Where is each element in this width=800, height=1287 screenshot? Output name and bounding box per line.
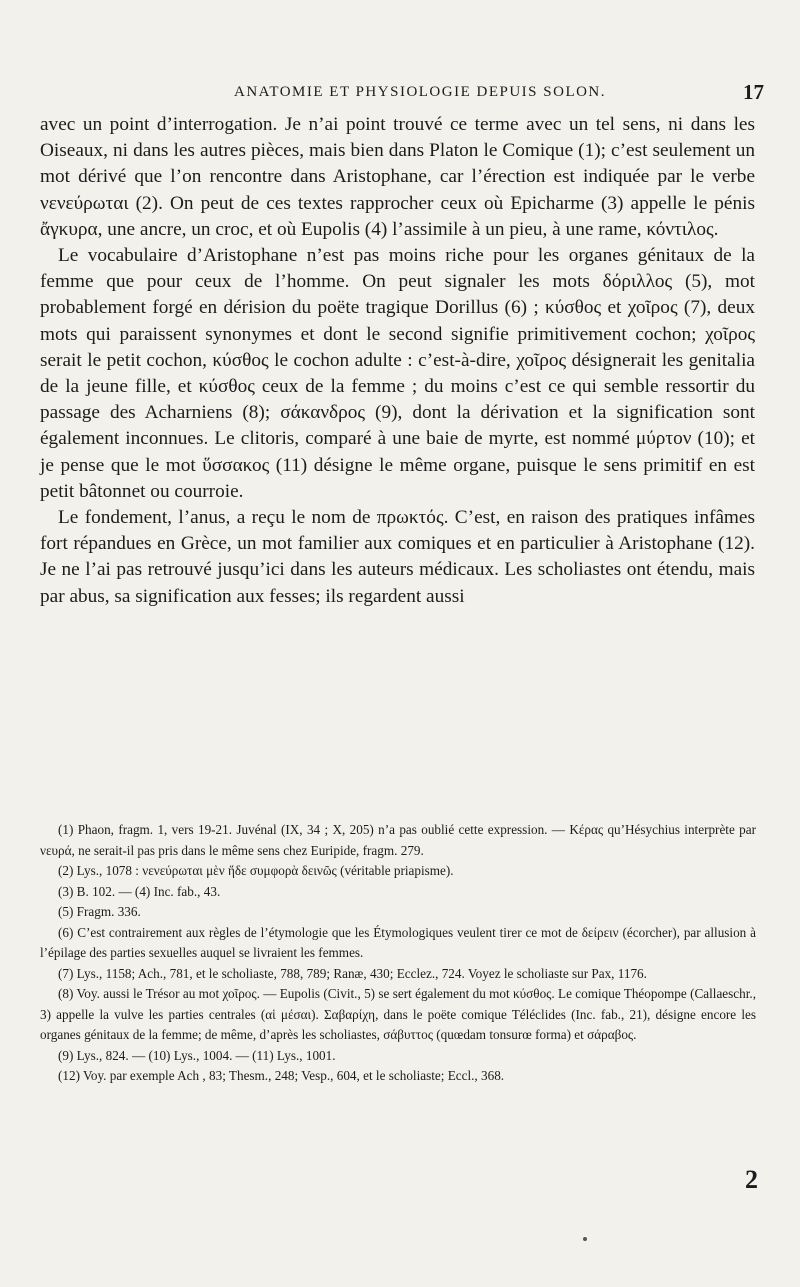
- main-text: [40, 112, 755, 610]
- footnote: (1) Phaon, fragm. 1, vers 19-21. Juvénal (IX, 34 ; X, 205) n’a pas oublié cette expression. — Κέρας qu’Hésychius interprète par νευρά, ne serait-il pas pris dans le même sens chez Euripide, fragm. 279.: [40, 822, 756, 858]
- running-title: ANATOMIE ET PHYSIOLOGIE DEPUIS SOLON.: [233, 84, 607, 100]
- footnote: (2) Lys., 1078 : νενεύρωται μὲν ἥδε συμφορὰ δεινῶς (véritable priapisme).: [58, 863, 454, 878]
- paragraph: Le vocabulaire d’Aristophane n’est pas moins riche pour les organes génitaux de la femme que pour ceux de l’homme. On peut signaler les mots δόριλλος (5), mot probablement forgé en dérision du poëte tragique Dorillus (6) ; κύσθος et χοῖρος (7), deux mots qui paraissent synonymes et dont le second signifie primitivement cochon; χοῖρος serait le petit cochon, κύσθος le cochon adulte : c’est-à-dire, χοῖρος désignerait les genitalia de la jeune fille, et κύσθος ceux de la femme ; du moins c’est ce qui semble ressortir du passage des Acharniens (8); σάκανδρος (9), dont la dérivation et la signification sont également inconnues. Le clitoris, comparé à une baie de myrte, est nommé μύρτον (10); et je pense que le mot ὕσσακος (11) désigne le même organe, puisque le sens primitif en est petit bâtonnet ou courroie.: [40, 245, 755, 502]
- footnote: (7) Lys., 1158; Ach., 781, et le scholiaste, 788, 789; Ranæ, 430; Ecclez., 724. Voyez le scholiaste sur Pax, 1176.: [58, 965, 647, 981]
- paragraph: avec un point d’interrogation. Je n’ai point trouvé ce terme avec un tel sens, ni dans les Oiseaux, ni dans les autres pièces, mais bien dans Platon le Comique (1); c’est seulement un mot dérivé que l’on rencontre dans Aristophane, car l’érection est indiquée par le verbe νενεύρωται (2). On peut de ces textes rapprocher ceux où Epicharme (3) appelle le pénis ἄγκυρα, une ancre, un croc, et où Eupolis (4) l’assimile à un pieu, à une rame, κόντιλος.: [40, 114, 755, 240]
- page-number: 17: [743, 80, 764, 104]
- running-header: [40, 80, 800, 114]
- footnote: (9) Lys., 824. — (10) Lys., 1004. — (11) Lys., 1001.: [58, 1047, 336, 1063]
- footnote: (5) Fragm. 336.: [58, 904, 141, 919]
- paragraph: Le fondement, l’anus, a reçu le nom de πρωκτός. C’est, en raison des pratiques infâmes fort répandues en Grèce, un mot familier aux comiques et en particulier à Aristophane (12). Je ne l’ai pas retrouvé jusqu’ici dans les auteurs médicaux. Les scholiastes ont étendu, mais par abus, sa signification aux fesses; ils regardent aussi: [40, 507, 755, 607]
- footnote: (3) B. 102. — (4) Inc. fab., 43.: [58, 883, 221, 899]
- footnote: (6) C’est contrairement aux règles de l’étymologie que les Étymologiques veulent tirer ce mot de δείρειν (écorcher), par allusion à l’épilage des parties sexuelles auquel se livraient les femmes.: [40, 924, 756, 960]
- signature-mark: 2: [745, 1165, 758, 1194]
- footnotes: [40, 820, 756, 1087]
- footnote: (8) Voy. aussi le Trésor au mot χοῖρος. — Eupolis (Civit., 5) se sert également du mot κύσθος. Le comique Théopompe (Callaeschr., 3) appelle la vulve les parties centrales (αἱ μέσαι). Σαβαρίχη, dans le poëte comique Téléclides (Inc. fab., 21), désigne encore les organes génitaux de la femme; de même, d’après les scholiastes, σάβυττος (quœdam tonsurœ forma) et σάραβος.: [40, 986, 756, 1042]
- ink-speck: [583, 1237, 587, 1241]
- footnote: (12) Voy. par exemple Ach , 83; Thesm., 248; Vesp., 604, et le scholiaste; Eccl., 368.: [58, 1068, 505, 1083]
